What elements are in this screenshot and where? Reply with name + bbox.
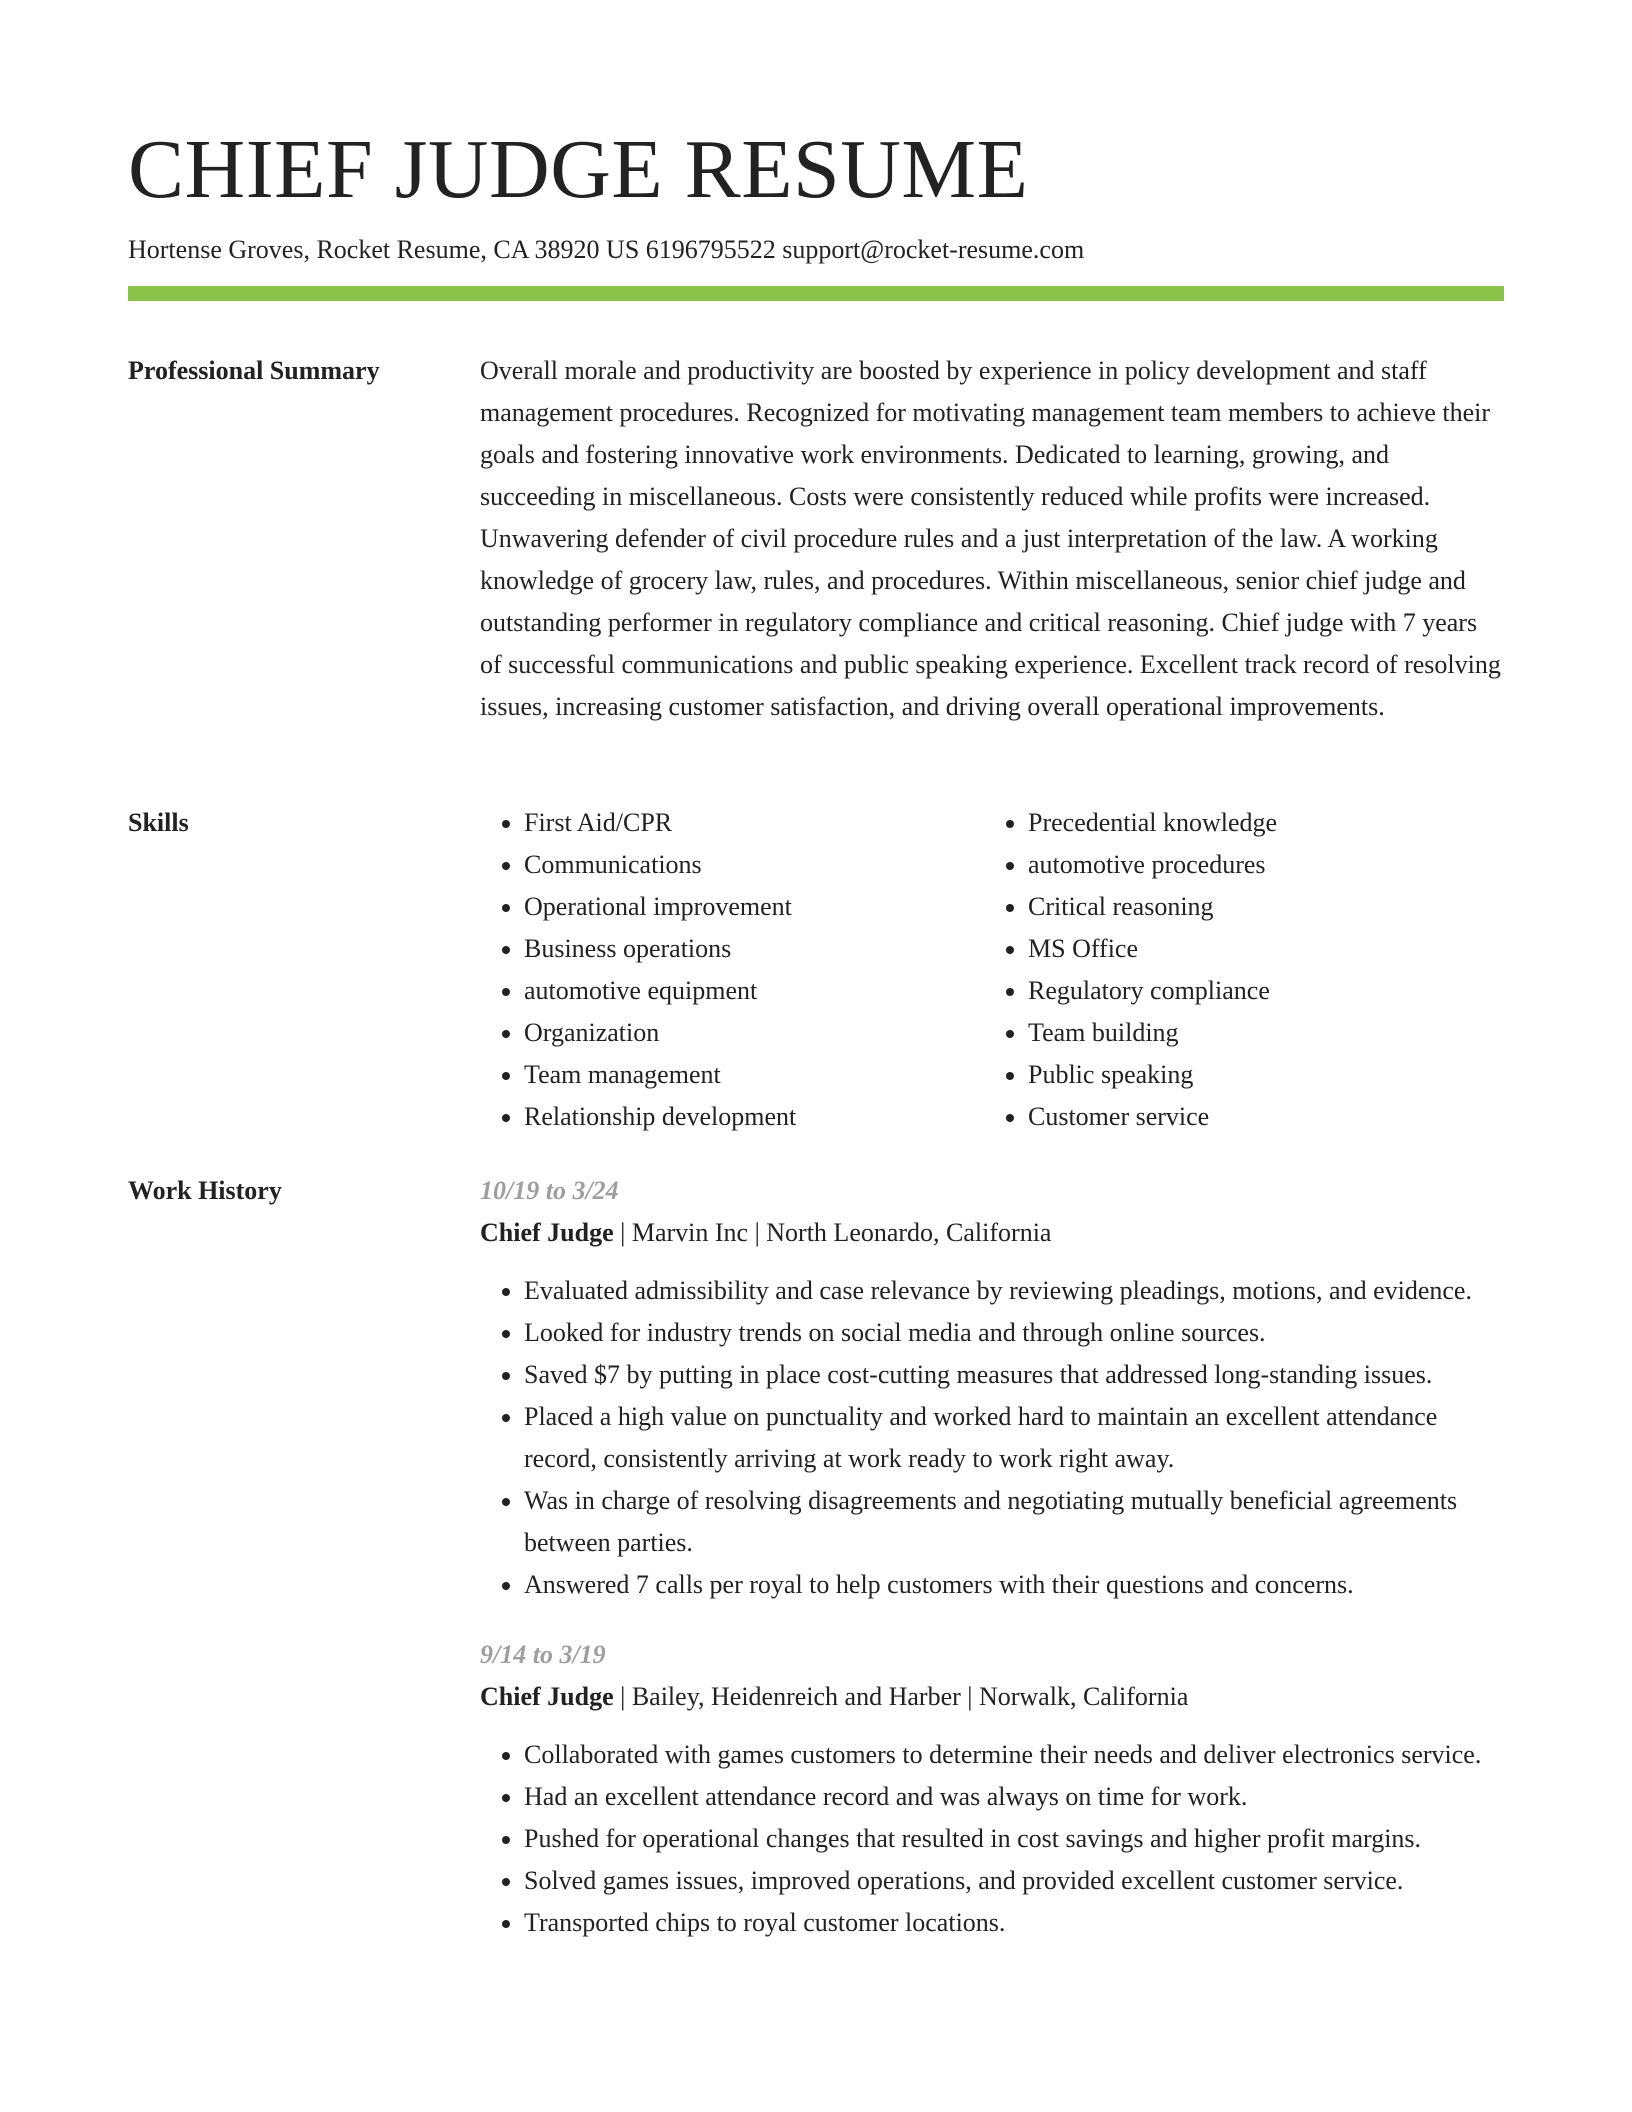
job-entry [480,1170,1504,1606]
summary-label: Professional Summary [128,356,380,385]
job-bullet: • Solved games issues, improved operations, and provided excellent customer service. [524,1860,1504,1902]
job-bullet: • Had an excellent attendance record and was always on time for work. [524,1776,1504,1818]
job-bullet: • Placed a high value on punctuality and worked hard to maintain an excellent attendance record, consistently arriving at work ready to work right away. [524,1396,1504,1480]
skill-item: • Organization [524,1012,984,1054]
skills-columns [480,802,1504,1138]
job-bullet: • Answered 7 calls per royal to help customers with their questions and concerns. [524,1564,1504,1606]
job-bullet: • Was in charge of resolving disagreements and negotiating mutually beneficial agreements between parties. [524,1480,1504,1564]
skills-label: Skills [128,808,189,837]
skill-item: • MS Office [1028,928,1488,970]
skill-item: • automotive equipment [524,970,984,1012]
job-employer-location: | Bailey, Heidenreich and Harber | Norwalk, California [613,1682,1189,1711]
job-heading [480,1212,1504,1254]
skill-item: • Team building [1028,1012,1488,1054]
work-history-body [480,1170,1504,1972]
contact-line: Hortense Groves, Rocket Resume, CA 38920 US 6196795522 support@rocket-resume.com [128,235,1085,264]
skill-item: • Operational improvement [524,886,984,928]
job-bullet: • Pushed for operational changes that resulted in cost savings and higher profit margins. [524,1818,1504,1860]
job-bullet: • Transported chips to royal customer locations. [524,1902,1504,1944]
work-history-label: Work History [128,1176,282,1205]
job-entry [480,1634,1504,1944]
job-dates: 10/19 to 3/24 [480,1176,619,1205]
summary-text: Overall morale and productivity are boosted by experience in policy development and staff management procedures. Recognized for motivating management team members to achieve their goals and fostering innovative work environments. Dedicated to learning, growing, and succeeding in miscellaneous. Costs were consistently reduced while profits were increased. Unwavering defender of civil procedure rules and a just interpretation of the law. A working knowledge of grocery law, rules, and procedures. Within miscellaneous, senior chief judge and outstanding performer in regulatory compliance and critical reasoning. Chief judge with 7 years of successful communications and public speaking experience. Excellent track record of resolving issues, increasing customer satisfaction, and driving overall operational improvements. [480,356,1501,721]
job-title: Chief Judge [480,1218,614,1247]
job-employer-location: | Marvin Inc | North Leonardo, California [613,1218,1052,1247]
summary-body [480,350,1504,728]
skill-item: • Business operations [524,928,984,970]
skill-item: • Precedential knowledge [1028,802,1488,844]
header-divider [128,286,1504,301]
job-heading [480,1676,1504,1718]
skill-item: • Communications [524,844,984,886]
job-bullet-list [480,1734,1504,1944]
job-bullet-list [480,1270,1504,1606]
skill-item: • Regulatory compliance [1028,970,1488,1012]
skill-item: • Customer service [1028,1096,1488,1138]
skill-item: • Critical reasoning [1028,886,1488,928]
skill-item: • Relationship development [524,1096,984,1138]
skills-list-right [984,802,1488,1138]
skill-item: • Public speaking [1028,1054,1488,1096]
skills-list-left [480,802,984,1138]
skill-item: • Team management [524,1054,984,1096]
job-title: Chief Judge [480,1682,614,1711]
job-bullet: • Collaborated with games customers to determine their needs and deliver electronics service. [524,1734,1504,1776]
job-dates: 9/14 to 3/19 [480,1640,606,1669]
skill-item: • First Aid/CPR [524,802,984,844]
skill-item: • automotive procedures [1028,844,1488,886]
job-bullet: • Saved $7 by putting in place cost-cutting measures that addressed long-standing issues. [524,1354,1504,1396]
resume-title: CHIEF JUDGE RESUME [128,123,1029,216]
skills-body [480,802,1504,1138]
job-bullet: • Looked for industry trends on social media and through online sources. [524,1312,1504,1354]
job-bullet: • Evaluated admissibility and case relevance by reviewing pleadings, motions, and evidence. [524,1270,1504,1312]
